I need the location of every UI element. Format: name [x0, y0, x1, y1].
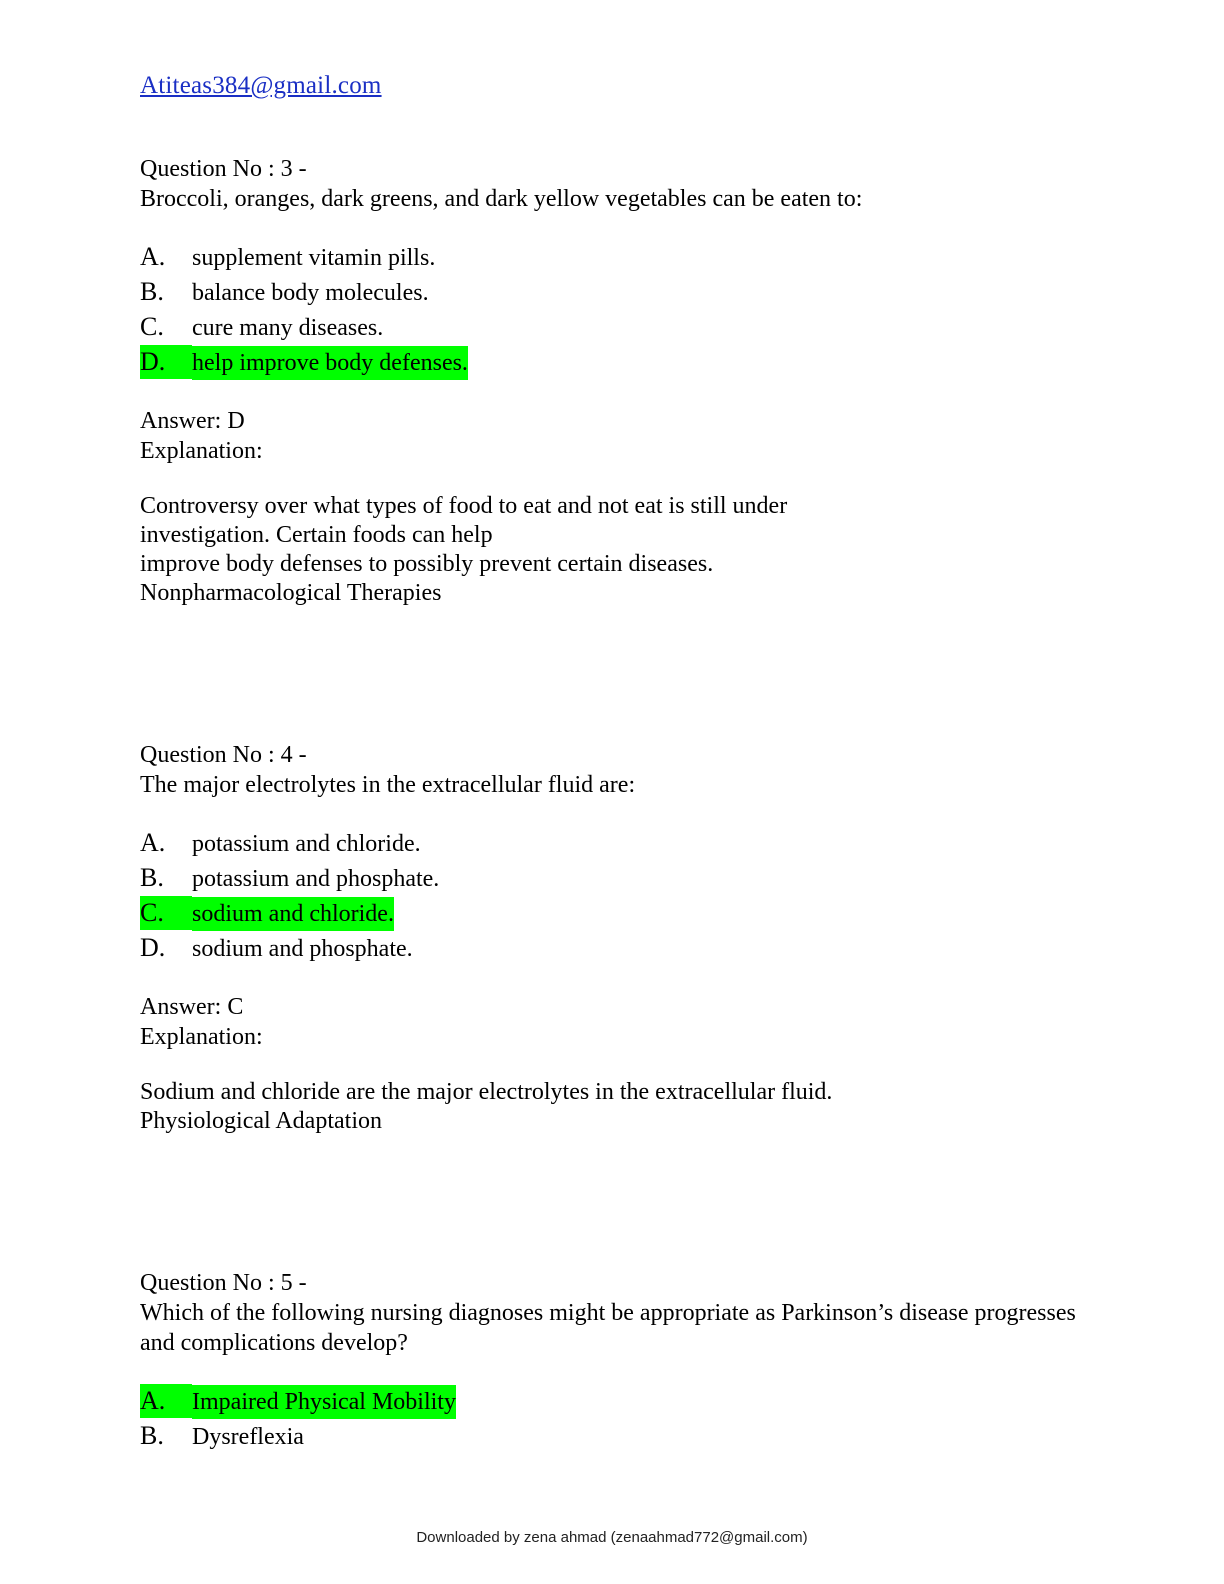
option-text: help improve body defenses.: [192, 346, 468, 380]
explanation-body: [140, 1078, 1084, 1136]
option-row[interactable]: [140, 310, 1084, 345]
explanation-line: investigation. Certain foods can help: [140, 522, 493, 548]
page-footer: Downloaded by zena ahmad (zenaahmad772@gmail.com): [416, 1529, 808, 1546]
option-letter: B.: [140, 277, 164, 306]
option-row[interactable]: [140, 931, 1084, 966]
section-spacer: [140, 1136, 1084, 1214]
option-letter: A.: [140, 242, 166, 271]
explanation-line: improve body defenses to possibly prevent certain diseases.: [140, 551, 714, 577]
option-row[interactable]: [140, 240, 1084, 275]
option-list: [140, 826, 1084, 966]
explanation-body: [140, 492, 1084, 608]
option-letter: A.: [140, 1384, 192, 1418]
option-text: Dysreflexia: [192, 1424, 304, 1450]
question-prompt: Which of the following nursing diagnoses might be appropriate as Parkinson’s disease progresses and complications develop?: [140, 1300, 1076, 1356]
answer-section: [140, 992, 1084, 1052]
option-text: potassium and phosphate.: [192, 866, 440, 892]
question-number: Question No : 4 -: [140, 742, 307, 768]
explanation-line: Physiological Adaptation: [140, 1108, 382, 1134]
option-text: balance body molecules.: [192, 280, 429, 306]
option-letter: C.: [140, 896, 192, 930]
option-text: sodium and chloride.: [192, 897, 394, 931]
option-letter: B.: [140, 1421, 164, 1450]
option-letter: D.: [140, 345, 192, 379]
question-block: [140, 740, 1084, 1136]
option-text: sodium and phosphate.: [192, 936, 413, 962]
option-row-highlighted[interactable]: [140, 345, 1084, 380]
option-list: [140, 1384, 1084, 1454]
option-text: cure many diseases.: [192, 315, 384, 341]
option-list: [140, 240, 1084, 380]
option-row[interactable]: [140, 275, 1084, 310]
question-number: Question No : 5 -: [140, 1270, 307, 1296]
option-row-highlighted[interactable]: [140, 1384, 1084, 1419]
answer-section: [140, 406, 1084, 466]
explanation-line: Sodium and chloride are the major electrolytes in the extracellular fluid.: [140, 1079, 833, 1105]
question-number: Question No : 3 -: [140, 156, 307, 182]
email-link[interactable]: Atiteas384@gmail.com: [140, 72, 382, 99]
option-row[interactable]: [140, 861, 1084, 896]
question-block: [140, 1268, 1084, 1454]
explanation-line: Nonpharmacological Therapies: [140, 580, 442, 606]
option-row[interactable]: [140, 1419, 1084, 1454]
option-text: Impaired Physical Mobility: [192, 1385, 456, 1419]
option-row-highlighted[interactable]: [140, 896, 1084, 931]
option-row[interactable]: [140, 826, 1084, 861]
question-block: [140, 154, 1084, 608]
explanation-line: Controversy over what types of food to eat and not eat is still under: [140, 493, 788, 519]
section-spacer: [140, 608, 1084, 686]
option-letter: A.: [140, 828, 166, 857]
option-letter: D.: [140, 933, 166, 962]
option-text: potassium and chloride.: [192, 831, 421, 857]
option-text: supplement vitamin pills.: [192, 245, 436, 271]
option-letter: B.: [140, 863, 164, 892]
explanation-label: Explanation:: [140, 1024, 263, 1050]
question-prompt: Broccoli, oranges, dark greens, and dark yellow vegetables can be eaten to:: [140, 186, 863, 212]
answer-label: Answer: C: [140, 994, 244, 1020]
explanation-label: Explanation:: [140, 438, 263, 464]
option-letter: C.: [140, 312, 164, 341]
answer-label: Answer: D: [140, 408, 245, 434]
question-prompt: The major electrolytes in the extracellular fluid are:: [140, 772, 636, 798]
